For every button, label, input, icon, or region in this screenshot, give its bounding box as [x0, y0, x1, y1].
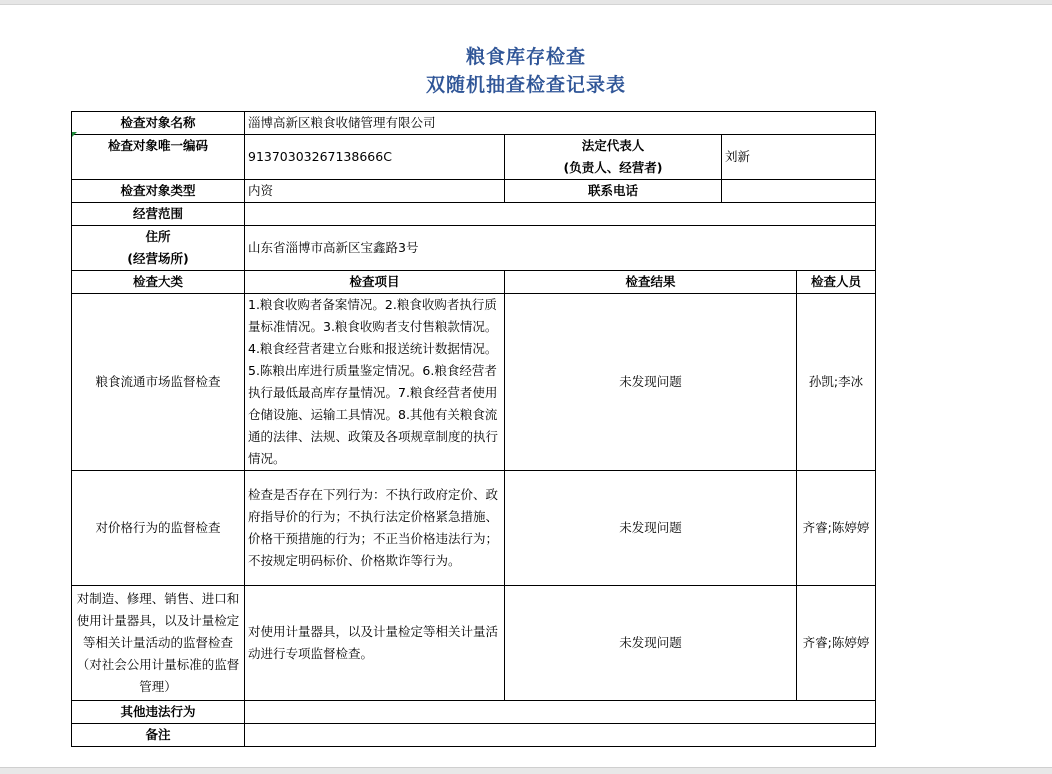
row-inspector[interactable]: 孙凯;李冰 [797, 294, 876, 471]
table-row [72, 701, 876, 724]
table-header-row [72, 271, 876, 294]
table-row [72, 180, 876, 203]
code-label: 检查对象唯一编码 [72, 135, 245, 180]
row-category[interactable]: 对制造、修理、销售、进口和使用计量器具，以及计量检定等相关计量活动的监督检查（对社会公用计量标准的监督管理） [72, 586, 245, 701]
table-row [72, 112, 876, 135]
header-inspector: 检查人员 [797, 271, 876, 294]
scope-label: 经营范围 [72, 203, 245, 226]
rep-label-line2: (负责人、经营者) [563, 160, 663, 175]
table-row [72, 135, 876, 180]
row-item[interactable]: 1.粮食收购者备案情况。2.粮食收购者执行质量标准情况。3.粮食收购者支付售粮款情况。4.粮食经营者建立台账和报送统计数据情况。5.陈粮出库进行质量鉴定情况。6.粮食经营者执行最低最高库存量情况。7.粮食经营者使用仓储设施、运输工具情况。8.其他有关粮食流通的法律、法规、政策及各项规章制度的执行情况。 [245, 294, 505, 471]
row-item[interactable]: 对使用计量器具，以及计量检定等相关计量活动进行专项监督检查。 [245, 586, 505, 701]
row-category[interactable]: 对价格行为的监督检查 [72, 471, 245, 586]
header-item: 检查项目 [245, 271, 505, 294]
phone-value[interactable] [722, 180, 876, 203]
table-row [72, 203, 876, 226]
address-label [72, 226, 245, 271]
cell-comment-marker-icon [72, 132, 77, 137]
rep-label [505, 135, 722, 180]
page-title: 粮食库存检查 [465, 46, 586, 68]
table-row [72, 294, 876, 471]
remark-value[interactable] [245, 724, 876, 747]
name-value[interactable]: 淄博高新区粮食收储管理有限公司 [245, 112, 876, 135]
row-result[interactable]: 未发现问题 [505, 586, 797, 701]
name-label: 检查对象名称 [72, 112, 245, 135]
remark-label: 备注 [72, 724, 245, 747]
table-row [72, 471, 876, 586]
header-result: 检查结果 [505, 271, 797, 294]
row-result[interactable]: 未发现问题 [505, 471, 797, 586]
code-value[interactable]: 91370303267138666C [245, 135, 505, 180]
sheet-column-ruler [0, 0, 1052, 5]
table-row [72, 724, 876, 747]
inspection-record-table [71, 111, 876, 747]
row-inspector[interactable]: 齐睿;陈婷婷 [797, 586, 876, 701]
phone-label: 联系电话 [505, 180, 722, 203]
scope-value[interactable] [245, 203, 876, 226]
rep-label-line1: 法定代表人 [581, 138, 645, 153]
other-violations-value[interactable] [245, 701, 876, 724]
address-label-line2: (经营场所) [127, 251, 189, 266]
address-label-line1: 住所 [145, 229, 171, 244]
row-item[interactable]: 检查是否存在下列行为：不执行政府定价、政府指导价的行为；不执行法定价格紧急措施、价格干预措施的行为；不正当价格违法行为；不按规定明码标价、价格欺诈等行为。 [245, 471, 505, 586]
other-violations-label: 其他违法行为 [72, 701, 245, 724]
type-label: 检查对象类型 [72, 180, 245, 203]
address-value[interactable]: 山东省淄博市高新区宝鑫路3号 [245, 226, 876, 271]
table-row [72, 226, 876, 271]
page-subtitle: 双随机抽查检查记录表 [425, 74, 626, 96]
table-row [72, 586, 876, 701]
header-category: 检查大类 [72, 271, 245, 294]
row-category[interactable]: 粮食流通市场监督检查 [72, 294, 245, 471]
row-result[interactable]: 未发现问题 [505, 294, 797, 471]
type-value[interactable]: 内资 [245, 180, 505, 203]
row-inspector[interactable]: 齐睿;陈婷婷 [797, 471, 876, 586]
rep-value[interactable]: 刘新 [722, 135, 876, 180]
